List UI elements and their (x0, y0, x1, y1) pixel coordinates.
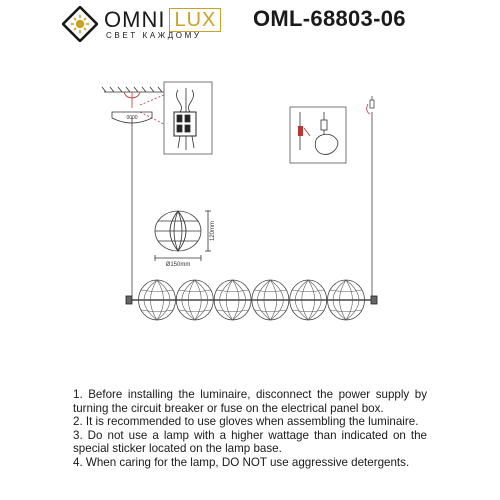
shade-detail (155, 211, 211, 261)
wiring-detail (164, 82, 212, 154)
dimension-width-label: Ø150mm (165, 262, 191, 268)
instruction-item: 2. It is recommended to use gloves when assembling the luminaire. (73, 415, 419, 429)
instruction-item: 3. Do not use a lamp with a higher wattage than indicated on the special sticker located on the lamp base. (73, 428, 427, 456)
instruction-item: 4. When caring for the lamp, DO NOT use aggressive detergents. (73, 455, 410, 469)
dimension-height-label: 120mm (210, 220, 216, 242)
model-number: OML-68803-06 (253, 6, 406, 31)
canopy-label: 0000 (126, 115, 138, 121)
instruction-item: 1. Before installing the luminaire, disconnect the power supply by turning the circuit breaker or fuse on the electrical panel box. (73, 388, 427, 415)
installation-instructions (73, 388, 427, 470)
cable-adjustment-detail (290, 107, 346, 163)
brand-tagline: СВЕТ КАЖДОМУ (106, 31, 202, 40)
brand-name-lux: LUX (169, 8, 221, 32)
brand-name-omni: OMNI (104, 7, 166, 32)
